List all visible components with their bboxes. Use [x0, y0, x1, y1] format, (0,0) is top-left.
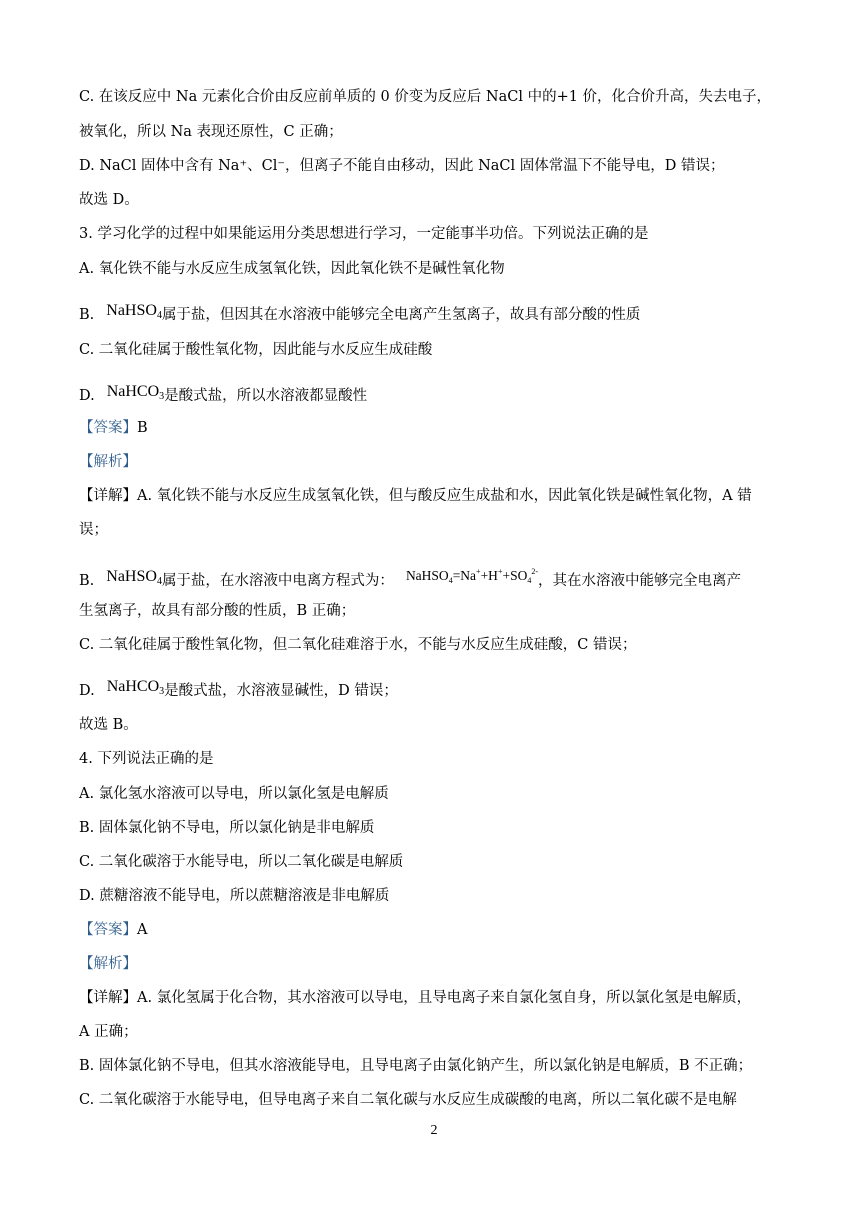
- detail-text: A. 氧化铁不能与水反应生成氢氧化铁，但与酸反应生成盐和水，因此氧化铁是碱性氧化物，A 错: [137, 488, 752, 504]
- text-line: B. 固体氯化钠不导电，但其水溶液能导电，且导电离子由氯化钠产生，所以氯化钠是电解质，B 不正确；: [79, 1058, 753, 1074]
- option-b: [79, 302, 641, 330]
- detail-option-b: [79, 567, 741, 596]
- detail-line: [79, 486, 752, 506]
- detail-text: A. 氯化氢属于化合物，其水溶液可以导电，且导电离子来自氯化氢自身，所以氯化氢是电解质，: [137, 990, 752, 1006]
- analysis-tag: 【解析】: [79, 956, 137, 972]
- option-text: ，其在水溶液中能够完全电离产: [538, 573, 741, 589]
- answer-line: [79, 920, 147, 940]
- option-label: B.: [79, 307, 95, 323]
- answer-value: A: [137, 922, 148, 938]
- answer-tag: 【答案】: [79, 420, 137, 436]
- page-number: 2: [430, 1123, 438, 1138]
- formula-nahso4: NaHSO$_4$: [106, 568, 162, 587]
- answer-tag: 【答案】: [79, 922, 137, 938]
- text-line: D. NaCl 固体中含有 Na⁺、Cl⁻，但离子不能自由移动，因此 NaCl 固体常温下不能导电，D 错误；: [79, 158, 725, 174]
- text-line: 被氧化，所以 Na 表现还原性，C 正确；: [79, 124, 343, 140]
- detail-option-d: [79, 678, 398, 706]
- ionization-equation: $NaHSO_4=Na^++H^++SO_4^{2-}$: [405, 567, 538, 585]
- detail-line: [79, 988, 751, 1008]
- answer-line: [79, 418, 148, 438]
- text-line: 故选 B。: [79, 717, 138, 733]
- analysis-line: [79, 452, 137, 472]
- option-text: 属于盐，在水溶液中电离方程式为：: [161, 573, 394, 589]
- option-text: 属于盐，但因其在水溶液中能够完全电离产生氢离子，故具有部分酸的性质: [161, 307, 641, 323]
- text-line: C. 二氧化碳溶于水能导电，但导电离子来自二氧化碳与水反应生成碳酸的电离，所以二氧化碳不是电解: [79, 1092, 737, 1108]
- option-d: D. 蔗糖溶液不能导电，所以蔗糖溶液是非电解质: [79, 888, 390, 904]
- option-a: A. 氧化铁不能与水反应生成氢氧化铁，因此氧化铁不是碱性氧化物: [79, 261, 505, 277]
- text-line: C. 在该反应中 Na 元素化合价由反应前单质的 0 价变为反应后 NaCl 中的+1 价，化合价升高，失去电子，: [79, 89, 772, 105]
- text-line: 生氢离子，故具有部分酸的性质，B 正确；: [79, 603, 356, 619]
- question-4-stem: 4. 下列说法正确的是: [79, 751, 214, 767]
- text-line: 故选 D。: [79, 192, 139, 208]
- text-line: C. 二氧化硅属于酸性氧化物，但二氧化硅难溶于水，不能与水反应生成硅酸，C 错误；: [79, 637, 637, 653]
- answer-value: B: [137, 420, 148, 436]
- option-a: A. 氯化氢水溶液可以导电，所以氯化氢是电解质: [79, 786, 389, 802]
- formula-nahso4: NaHSO$_4$: [106, 302, 162, 321]
- formula-nahco3: NaHCO$_3$: [106, 678, 165, 697]
- option-text: 是酸式盐，所以水溶液都显酸性: [164, 388, 368, 404]
- text-line: 误；: [79, 522, 108, 538]
- option-d: [79, 383, 368, 411]
- question-3-stem: 3. 学习化学的过程中如果能运用分类思想进行学习，一定能事半功倍。下列说法正确的是: [79, 226, 649, 242]
- option-c: C. 二氧化硅属于酸性氧化物，因此能与水反应生成硅酸: [79, 342, 433, 358]
- option-label: D.: [79, 683, 95, 699]
- option-b: B. 固体氯化钠不导电，所以氯化钠是非电解质: [79, 820, 375, 836]
- detail-tag: 【详解】: [79, 990, 137, 1006]
- text-line: A 正确；: [79, 1024, 138, 1040]
- option-c: C. 二氧化碳溶于水能导电，所以二氧化碳是电解质: [79, 854, 404, 870]
- option-label: B.: [79, 573, 95, 589]
- option-label: D.: [79, 388, 95, 404]
- analysis-tag: 【解析】: [79, 454, 137, 470]
- detail-tag: 【详解】: [79, 488, 137, 504]
- formula-nahco3: NaHCO$_3$: [106, 383, 165, 402]
- analysis-line: [79, 954, 137, 974]
- option-text: 是酸式盐，水溶液显碱性，D 错误；: [164, 683, 398, 699]
